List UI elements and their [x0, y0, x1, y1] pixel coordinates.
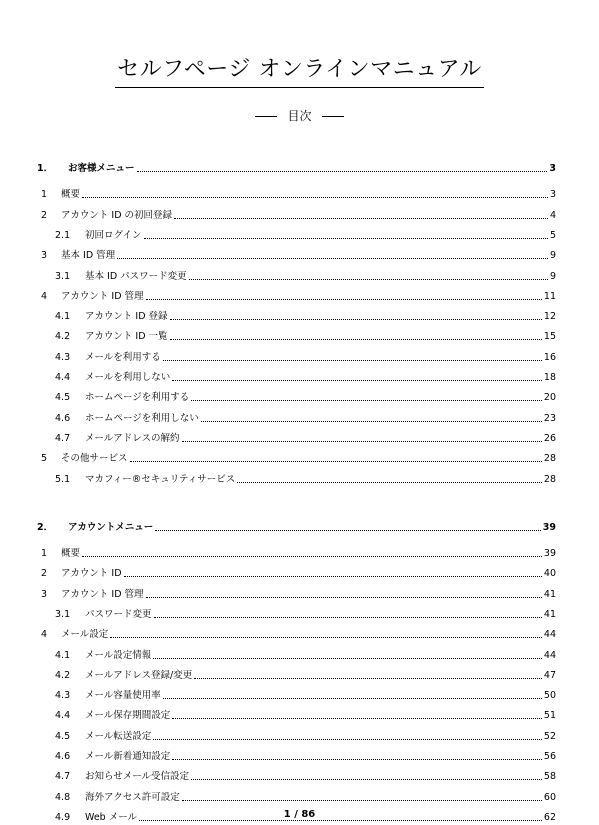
toc-entry-number: 3 [41, 589, 48, 600]
toc-entry-label: メール転送設定 [85, 731, 152, 742]
toc-entry-number: 4.3 [55, 690, 71, 701]
toc-entry-page: 5 [549, 230, 556, 241]
toc-entry-number: 5 [41, 453, 48, 464]
toc-entry-label: アカウント ID [61, 568, 122, 579]
toc-entry[interactable] [35, 289, 556, 303]
toc-dot-leader [130, 461, 542, 462]
toc-entry-number: 4.9 [55, 812, 71, 823]
toc-dot-leader [153, 658, 542, 659]
toc-entry-page: 39 [542, 522, 556, 533]
toc-entry[interactable] [35, 431, 556, 445]
toc-entry-label: ホームページを利用しない [85, 413, 199, 424]
toc-entry[interactable] [35, 749, 556, 763]
toc-entry-number: 4.8 [55, 792, 71, 803]
toc-dot-leader [110, 637, 542, 638]
toc-entry[interactable] [35, 390, 556, 404]
toc-entry-page: 62 [543, 812, 556, 823]
toc-dot-leader [146, 597, 542, 598]
toc-dot-leader [191, 779, 542, 780]
toc-entry-label: メールアドレス登録/変更 [85, 670, 193, 681]
toc-entry-number: 2 [41, 210, 48, 221]
toc-entry-number: 4.7 [55, 433, 71, 444]
toc-entry[interactable] [35, 472, 556, 486]
toc-entry[interactable] [35, 208, 556, 222]
toc-entry-page: 56 [543, 751, 556, 762]
toc-dot-leader [144, 238, 548, 239]
toc-entry[interactable] [35, 566, 556, 580]
toc-entry[interactable] [35, 329, 556, 343]
toc-dot-leader [189, 279, 548, 280]
toc-entry-label: お客様メニュー [68, 163, 135, 174]
toc-entry-label: 初回ログイン [85, 230, 142, 241]
toc-entry-page: 41 [543, 589, 556, 600]
toc-entry-label: 概要 [61, 548, 81, 559]
toc-dot-leader [155, 530, 540, 531]
toc-entry-page: 28 [543, 453, 556, 464]
toc-entry[interactable] [35, 668, 556, 682]
toc-entry-label: メール新着通知設定 [85, 751, 171, 762]
toc-entry-number: 4.3 [55, 352, 71, 363]
toc-entry-label: アカウントメニュー [68, 522, 154, 533]
toc-entry-number: 5.1 [55, 474, 71, 485]
toc-entry-number: 4.2 [55, 670, 71, 681]
toc-entry[interactable] [35, 688, 556, 702]
toc-entry-label: アカウント ID 一覧 [85, 331, 168, 342]
toc-dot-leader [201, 421, 542, 422]
toc-entry-label: アカウント ID 管理 [61, 589, 144, 600]
heading-dash-right [322, 116, 344, 117]
toc-entry-label: お知らせメール受信設定 [85, 771, 190, 782]
toc-entry-number: 3.1 [55, 609, 71, 620]
toc-heading [0, 107, 599, 124]
toc-entry-number: 4.4 [55, 372, 71, 383]
toc-dot-leader [172, 759, 542, 760]
toc-entry-label: 概要 [61, 189, 81, 200]
toc-entry[interactable] [35, 370, 556, 384]
toc-dot-leader [82, 556, 542, 557]
toc-entry-label: 基本 ID パスワード変更 [85, 271, 187, 282]
toc-dot-leader [191, 400, 542, 401]
toc-entry[interactable] [35, 451, 556, 465]
toc-entry-page: 11 [543, 291, 556, 302]
toc-section[interactable] [35, 520, 556, 534]
toc-entry-number: 4.5 [55, 731, 71, 742]
toc-entry-label: メールを利用しない [85, 372, 171, 383]
toc-dot-leader [174, 218, 548, 219]
toc-entry[interactable] [35, 269, 556, 283]
toc-entry-page: 60 [543, 792, 556, 803]
document-title-text: セルフページ オンラインマニュアル [115, 52, 484, 88]
toc-dot-leader [117, 258, 548, 259]
toc-entry-number: 2． [37, 522, 54, 533]
toc-entry-page: 28 [543, 474, 556, 485]
toc-dot-leader [237, 482, 542, 483]
toc-entry-page: 20 [543, 392, 556, 403]
toc-entry-number: 3 [41, 250, 48, 261]
toc-entry[interactable] [35, 309, 556, 323]
toc-entry[interactable] [35, 627, 556, 641]
toc-entry-number: 3.1 [55, 271, 71, 282]
toc-dot-leader [124, 576, 542, 577]
toc-entry-label: Web メール [85, 812, 138, 823]
toc-entry-label: 基本 ID 管理 [61, 250, 116, 261]
toc-dot-leader [172, 380, 542, 381]
toc-entry-page: 51 [543, 710, 556, 721]
toc-entry-number: 4.5 [55, 392, 71, 403]
toc-entry-label: アカウント ID の初回登録 [61, 210, 173, 221]
toc-entry-label: アカウント ID 登録 [85, 311, 168, 322]
toc-entry[interactable] [35, 648, 556, 662]
toc-entry-page: 23 [543, 413, 556, 424]
toc-entry-number: 4.7 [55, 771, 71, 782]
document-title [0, 52, 599, 88]
toc-entry-label: メールを利用する [85, 352, 161, 363]
toc-entry-label: アカウント ID 管理 [61, 291, 144, 302]
toc-entry-page: 18 [543, 372, 556, 383]
toc-dot-leader [153, 739, 542, 740]
toc-dot-leader [182, 800, 542, 801]
toc-dot-leader [170, 319, 542, 320]
toc-entry-number: 4 [41, 629, 48, 640]
toc-entry-page: 4 [549, 210, 556, 221]
toc-entry-number: 4.1 [55, 650, 71, 661]
toc-entry-page: 50 [543, 690, 556, 701]
toc-entry-label: ホームページを利用する [85, 392, 190, 403]
toc-dot-leader [163, 360, 542, 361]
toc-entry-label: マカフィー®セキュリティサービス [85, 474, 236, 485]
toc-entry-label: 海外アクセス許可設定 [85, 792, 180, 803]
toc-dot-leader [182, 441, 542, 442]
toc-entry-number: 2 [41, 568, 48, 579]
toc-entry-number: 4.2 [55, 331, 71, 342]
toc-entry-page: 58 [543, 771, 556, 782]
toc-entry[interactable] [35, 607, 556, 621]
toc-dot-leader [172, 718, 542, 719]
toc-entry-page: 15 [543, 331, 556, 342]
toc-entry-page: 16 [543, 352, 556, 363]
toc-entry-number: 4 [41, 291, 48, 302]
toc-entry-page: 3 [549, 189, 556, 200]
toc-dot-leader [170, 339, 542, 340]
toc-entry-page: 40 [543, 568, 556, 579]
toc-entry-page: 44 [543, 650, 556, 661]
toc-entry[interactable] [35, 350, 556, 364]
toc-entry-label: その他サービス [61, 453, 128, 464]
toc-entry[interactable] [35, 769, 556, 783]
toc-entry[interactable] [35, 790, 556, 804]
toc-entry-page: 47 [543, 670, 556, 681]
toc-entry-label: メール保存期間設定 [85, 710, 171, 721]
toc-entry-number: 1 [41, 189, 48, 200]
toc-entry-number: 4.6 [55, 413, 71, 424]
toc-entry-label: メール容量使用率 [85, 690, 161, 701]
toc-entry-page: 9 [549, 250, 556, 261]
toc-dot-leader [194, 678, 542, 679]
toc-entry-number: 2.1 [55, 230, 71, 241]
toc-entry[interactable] [35, 729, 556, 743]
toc-heading-text: 目次 [287, 109, 312, 123]
toc-entry-number: 1 [41, 548, 48, 559]
toc-entry-number: 4.4 [55, 710, 71, 721]
toc-entry-label: メールアドレスの解約 [85, 433, 180, 444]
toc-entry-page: 9 [549, 271, 556, 282]
toc-entry[interactable] [35, 708, 556, 722]
toc-dot-leader [137, 171, 548, 172]
heading-dash-left [255, 116, 277, 117]
toc-section[interactable] [35, 161, 556, 175]
toc-entry-number: 1． [37, 163, 54, 174]
toc-dot-leader [163, 698, 542, 699]
toc-entry-page: 12 [543, 311, 556, 322]
toc-entry-page: 26 [543, 433, 556, 444]
toc-entry-label: メール設定情報 [85, 650, 152, 661]
toc-dot-leader [139, 820, 542, 821]
toc-entry-page: 39 [543, 548, 556, 559]
toc-entry-label: パスワード変更 [85, 609, 152, 620]
toc-dot-leader [154, 617, 542, 618]
toc-entry[interactable] [35, 248, 556, 262]
page-number: 1 / 86 [283, 809, 316, 820]
toc-entry-number: 4.6 [55, 751, 71, 762]
toc-dot-leader [146, 299, 542, 300]
toc-entry-page: 44 [543, 629, 556, 640]
toc-entry[interactable] [35, 587, 556, 601]
toc-entry-page: 41 [543, 609, 556, 620]
toc-entry-label: メール設定 [61, 629, 109, 640]
toc-entry[interactable] [35, 546, 556, 560]
toc-entry-page: 52 [543, 731, 556, 742]
toc-dot-leader [82, 197, 548, 198]
toc-entry[interactable] [35, 187, 556, 201]
toc-entry-number: 4.1 [55, 311, 71, 322]
toc-entry[interactable] [35, 411, 556, 425]
toc-entry[interactable] [35, 228, 556, 242]
toc-entry-page: 3 [549, 163, 556, 174]
